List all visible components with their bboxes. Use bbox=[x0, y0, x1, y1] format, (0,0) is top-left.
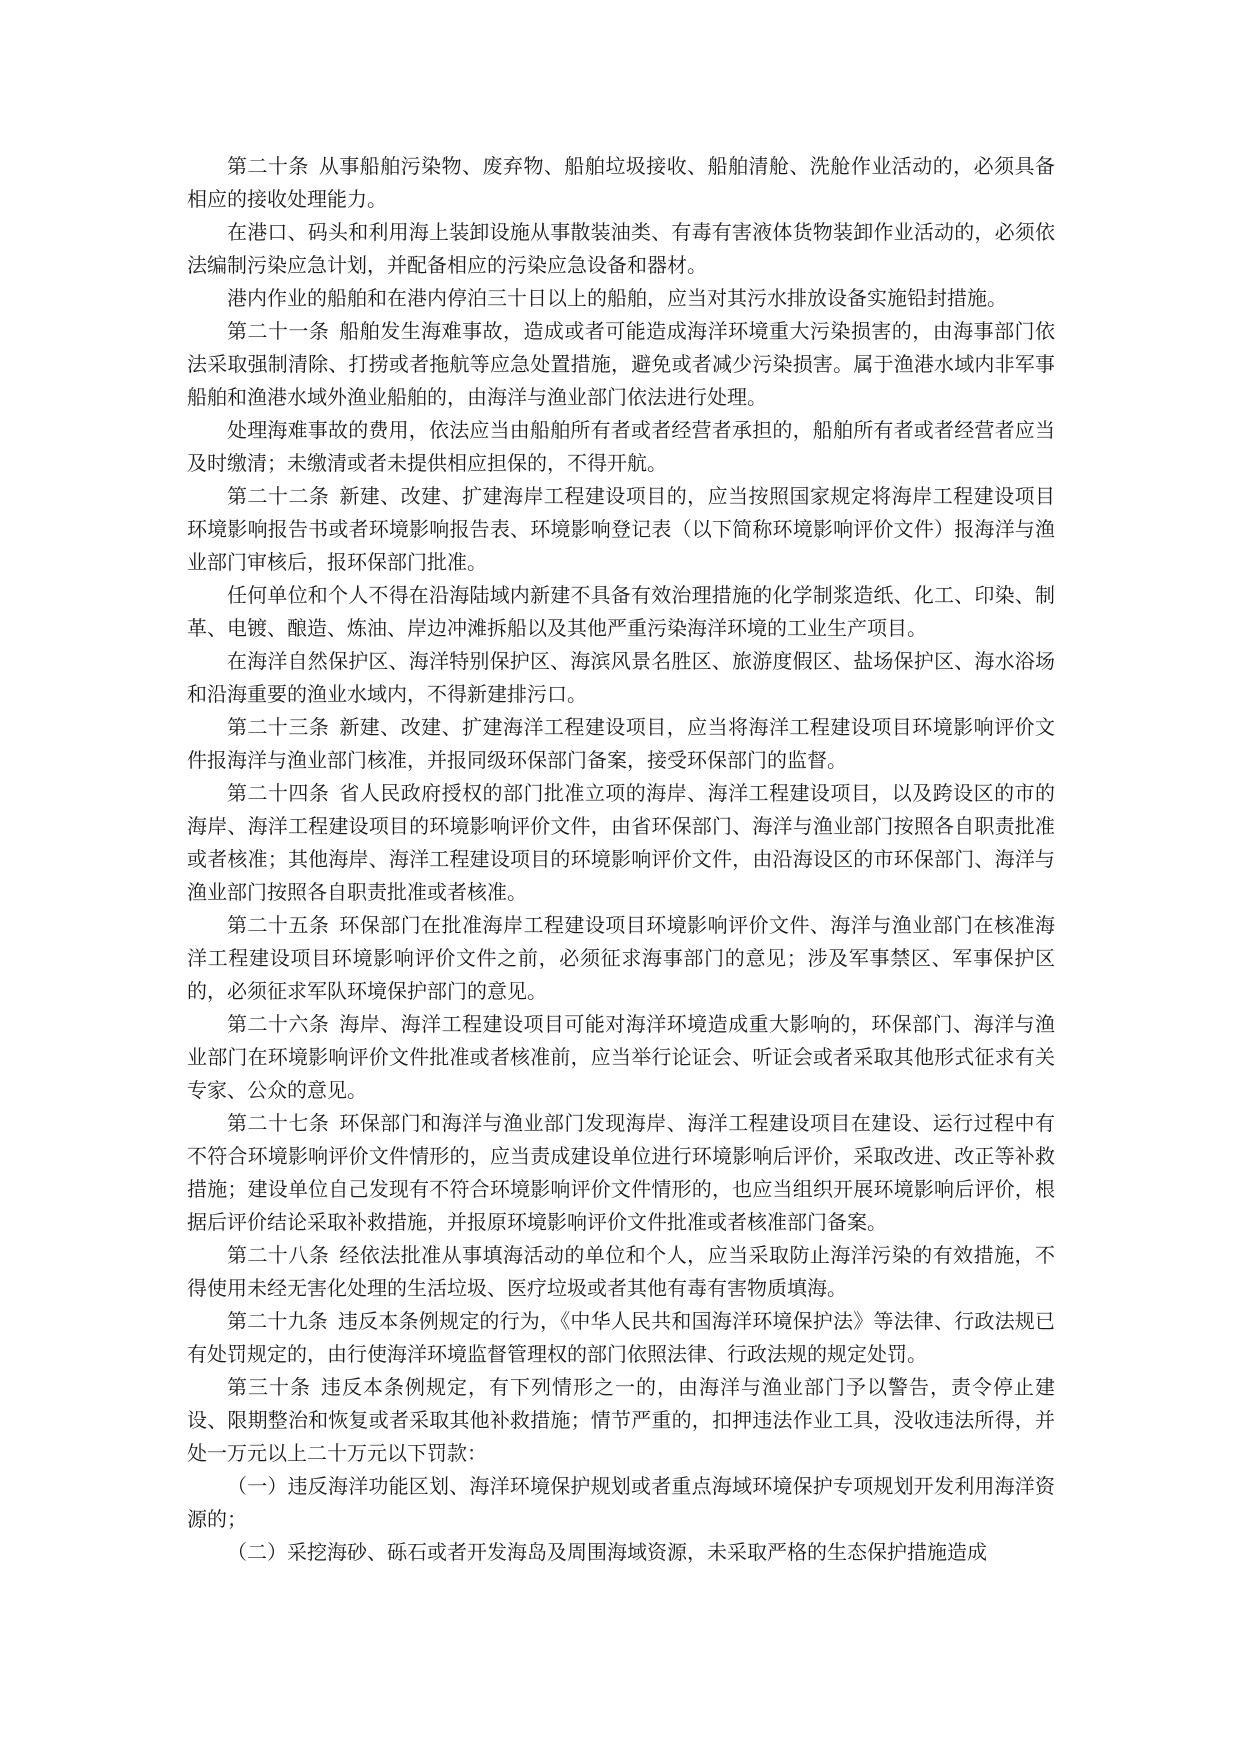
article-22 bbox=[187, 480, 1055, 579]
article-number: 第二十九条 bbox=[227, 1309, 328, 1333]
article-28 bbox=[187, 1239, 1055, 1305]
article-number: 第二十三条 bbox=[227, 715, 330, 739]
paragraph-text: 环保部门和海洋与渔业部门发现海岸、海洋工程建设项目在建设、运行过程中有不符合环境影响评价文件情形的，应当责成建设单位进行环境影响后评价，采取改进、改正等补救措施；建设单位自己发现有不符合环境影响评价文件情形的，也应当组织开展环境影响后评价，根据后评价结论采取补救措施，并报原环境影响评价文件批准或者核准部门备案。 bbox=[187, 1111, 1056, 1234]
article-20-clause-2 bbox=[187, 216, 1055, 282]
article-21-clause-2 bbox=[187, 414, 1055, 480]
paragraph-text: 从事船舶污染物、废弃物、船舶垃圾接收、船舶清舱、洗舱作业活动的，必须具备相应的接收处理能力。 bbox=[187, 154, 1056, 211]
article-number: 第二十一条 bbox=[227, 319, 330, 343]
paragraph-text: 任何单位和个人不得在沿海陆域内新建不具备有效治理措施的化学制浆造纸、化工、印染、制革、电镀、酿造、炼油、岸边冲滩拆船以及其他严重污染海洋环境的工业生产项目。 bbox=[187, 583, 1055, 640]
paragraph-text: 新建、改建、扩建海洋工程建设项目，应当将海洋工程建设项目环境影响评价文件报海洋与渔业部门核准，并报同级环保部门备案，接受环保部门的监督。 bbox=[187, 715, 1056, 772]
paragraph-text: 在港口、码头和利用海上装卸设施从事散装油类、有毒有害液体货物装卸作业活动的，必须依法编制污染应急计划，并配备相应的污染应急设备和器材。 bbox=[187, 220, 1055, 277]
article-number: 第二十六条 bbox=[227, 1012, 330, 1036]
paragraph-text: 环保部门在批准海岸工程建设项目环境影响评价文件、海洋与渔业部门在核准海洋工程建设项目环境影响评价文件之前，必须征求海事部门的意见；涉及军事禁区、军事保护区的，必须征求军队环境保护部门的意见。 bbox=[187, 913, 1056, 1003]
article-number: 第二十条 bbox=[227, 154, 309, 178]
article-25 bbox=[187, 909, 1055, 1008]
article-21 bbox=[187, 315, 1055, 414]
article-23 bbox=[187, 711, 1055, 777]
paragraph-text: （二）采挖海砂、砾石或者开发海岛及周围海域资源，未采取严格的生态保护措施造成 bbox=[227, 1540, 987, 1564]
article-30-item-1 bbox=[187, 1470, 1055, 1536]
paragraph-text: 处理海难事故的费用，依法应当由船舶所有者或者经营者承担的，船舶所有者或者经营者应当及时缴清；未缴清或者未提供相应担保的，不得开航。 bbox=[187, 418, 1055, 475]
article-number: 第二十五条 bbox=[227, 913, 330, 937]
article-number: 第二十二条 bbox=[227, 484, 330, 508]
article-29 bbox=[187, 1305, 1055, 1371]
paragraph-text: 经依法批准从事填海活动的单位和个人，应当采取防止海洋污染的有效措施，不得使用未经无害化处理的生活垃圾、医疗垃圾或者其他有毒有害物质填海。 bbox=[187, 1243, 1056, 1300]
article-number: 第二十四条 bbox=[227, 781, 330, 805]
article-number: 第二十八条 bbox=[227, 1243, 330, 1267]
paragraph-text: （一）违反海洋功能区划、海洋环境保护规划或者重点海域环境保护专项规划开发利用海洋资源的； bbox=[187, 1474, 1055, 1531]
article-number: 第二十七条 bbox=[227, 1111, 330, 1135]
article-27 bbox=[187, 1107, 1055, 1239]
paragraph-text: 在海洋自然保护区、海洋特别保护区、海滨风景名胜区、旅游度假区、盐场保护区、海水浴场和沿海重要的渔业水域内，不得新建排污口。 bbox=[187, 649, 1055, 706]
article-26 bbox=[187, 1008, 1055, 1107]
article-20 bbox=[187, 150, 1055, 216]
article-20-clause-3 bbox=[187, 282, 1055, 315]
paragraph-text: 违反本条例规定，有下列情形之一的，由海洋与渔业部门予以警告，责令停止建设、限期整治和恢复或者采取其他补救措施；情节严重的，扣押违法作业工具，没收违法所得，并处一万元以上二十万元以下罚款： bbox=[187, 1375, 1055, 1465]
paragraph-text: 违反本条例规定的行为，《中华人民共和国海洋环境保护法》等法律、行政法规已有处罚规定的，由行使海洋环境监督管理权的部门依照法律、行政法规的规定处罚。 bbox=[187, 1309, 1055, 1366]
article-number: 第三十条 bbox=[227, 1375, 311, 1399]
paragraph-text: 船舶发生海难事故，造成或者可能造成海洋环境重大污染损害的，由海事部门依法采取强制清除、打捞或者拖航等应急处置措施，避免或者减少污染损害。属于渔港水域内非军事船舶和渔港水域外渔业船舶的，由海洋与渔业部门依法进行处理。 bbox=[187, 319, 1056, 409]
paragraph-text: 海岸、海洋工程建设项目可能对海洋环境造成重大影响的，环保部门、海洋与渔业部门在环境影响评价文件批准或者核准前，应当举行论证会、听证会或者采取其他形式征求有关专家、公众的意见。 bbox=[187, 1012, 1056, 1102]
article-30 bbox=[187, 1371, 1055, 1470]
article-22-clause-3 bbox=[187, 645, 1055, 711]
article-30-item-2 bbox=[187, 1536, 1055, 1569]
paragraph-text: 港内作业的船舶和在港内停泊三十日以上的船舶，应当对其污水排放设备实施铅封措施。 bbox=[227, 286, 1007, 310]
regulation-text bbox=[187, 150, 1055, 1569]
article-24 bbox=[187, 777, 1055, 909]
paragraph-text: 省人民政府授权的部门批准立项的海岸、海洋工程建设项目，以及跨设区的市的海岸、海洋工程建设项目的环境影响评价文件，由省环保部门、海洋与渔业部门按照各自职责批准或者核准；其他海岸、海洋工程建设项目的环境影响评价文件，由沿海设区的市环保部门、海洋与渔业部门按照各自职责批准或者核准。 bbox=[187, 781, 1056, 904]
paragraph-text: 新建、改建、扩建海岸工程建设项目的，应当按照国家规定将海岸工程建设项目环境影响报告书或者环境影响报告表、环境影响登记表（以下简称环境影响评价文件）报海洋与渔业部门审核后，报环保部门批准。 bbox=[187, 484, 1056, 574]
article-22-clause-2 bbox=[187, 579, 1055, 645]
